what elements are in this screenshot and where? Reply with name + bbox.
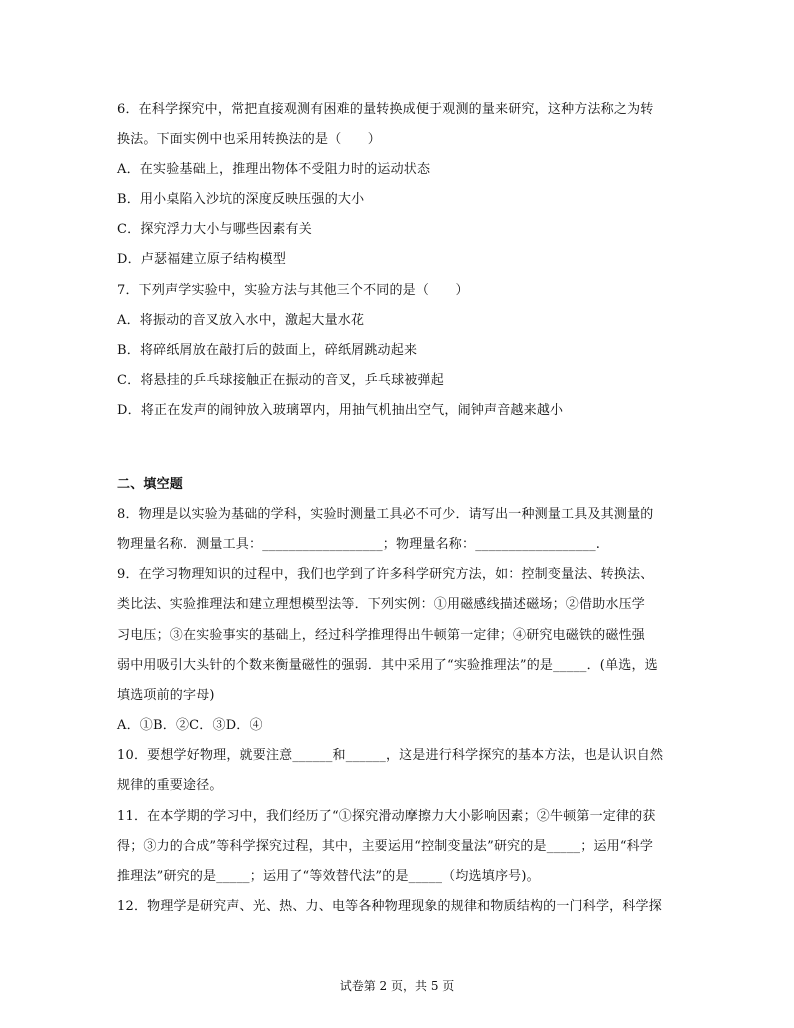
q9-options: A．①B．②C．③D．④ <box>117 718 263 733</box>
q6-option-b: B．用小桌陷入沙坑的深度反映压强的大小 <box>117 192 365 207</box>
q12-line1: 12．物理学是研究声、光、热、力、电等各种物理现象的规律和物质结构的一门科学，科学探 <box>117 899 662 914</box>
section-title-fill-in: 二、填空题 <box>117 477 184 492</box>
q11-line2: 得；③力的合成”等科学探究过程，其中，主要运用“控制变量法”研究的是_____；运用“科学 <box>117 839 654 854</box>
q9-line4: 弱中用吸引大头针的个数来衡量磁性的强弱．其中采用了“实验推理法”的是_____．(单选，选 <box>117 658 658 673</box>
page-footer: 试卷第 2 页，共 5 页 <box>339 979 455 993</box>
q9-line5: 填选项前的字母) <box>117 688 215 703</box>
q7-option-c: C．将悬挂的乒乓球接触正在振动的音叉，乒乓球被弹起 <box>117 373 444 388</box>
q6-option-a: A．在实验基础上，推理出物体不受阻力时的运动状态 <box>117 162 431 177</box>
q6-stem-line1: 6．在科学探究中，常把直接观测有困难的量转换成便于观测的量来研究，这种方法称之为转 <box>117 102 654 117</box>
q11-line1: 11．在本学期的学习中，我们经历了“①探究滑动摩擦力大小影响因素；②牛顿第一定律的获 <box>117 809 656 824</box>
q7-option-b: B．将碎纸屑放在敲打后的鼓面上，碎纸屑跳动起来 <box>117 343 418 358</box>
q6-option-d: D．卢瑟福建立原子结构模型 <box>117 252 287 267</box>
q9-line1: 9．在学习物理知识的过程中，我们也学到了许多科学研究方法，如：控制变量法、转换法、 <box>117 567 654 582</box>
q6-option-c: C．探究浮力大小与哪些因素有关 <box>117 222 312 237</box>
q9-line3: 习电压；③在实验事实的基础上，经过科学推理得出牛顿第一定律；④研究电磁铁的磁性强 <box>117 628 646 643</box>
q6-stem-line2: 换法。下面实例中也采用转换法的是（ ） <box>117 132 382 147</box>
q10-line1: 10．要想学好物理，就要注意______和______，这是进行科学探究的基本方法，也是认识自然 <box>117 748 664 763</box>
q8-line1: 8．物理是以实验为基础的学科，实验时测量工具必不可少．请写出一种测量工具及其测量的 <box>117 507 654 522</box>
q11-line3: 推理法”研究的是_____；运用了“等效替代法”的是_____（均选填序号)。 <box>117 869 540 884</box>
q10-line2: 规律的重要途径。 <box>117 778 223 793</box>
q7-stem: 7．下列声学实验中，实验方法与其他三个不同的是（ ） <box>117 283 469 298</box>
q9-line2: 类比法、实验推理法和建立理想模型法等．下列实例：①用磁感线描述磁场；②借助水压学 <box>117 597 646 612</box>
q8-line2: 物理量名称．测量工具：__________________；物理量名称：__________________. <box>117 537 601 552</box>
q7-option-d: D．将正在发声的闹钟放入玻璃罩内，用抽气机抽出空气，闹钟声音越来越小 <box>117 403 564 418</box>
q7-option-a: A．将振动的音叉放入水中，激起大量水花 <box>117 313 365 328</box>
